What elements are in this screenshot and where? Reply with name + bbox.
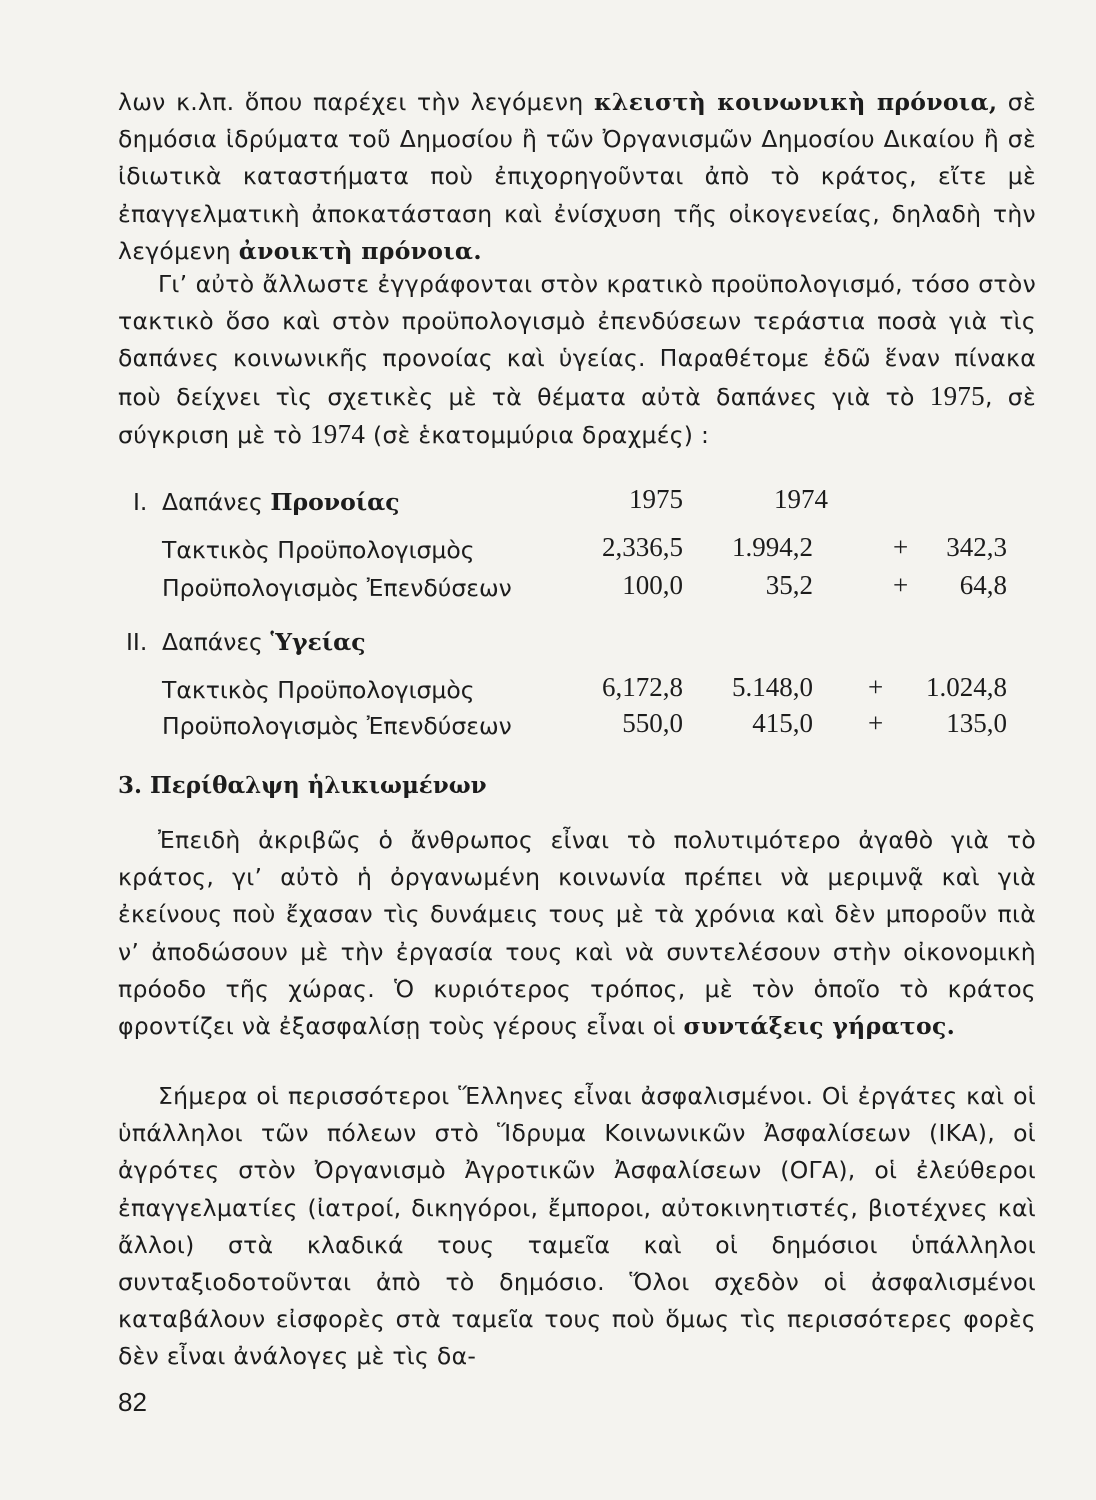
year-1975: 1975	[929, 380, 985, 411]
plus-sign: +	[868, 708, 884, 738]
column-header-1975: 1975	[629, 484, 683, 514]
paragraph-text: Γι’ αὐτὸ ἄλλωστε ἐγγράφονται στὸν κρατικὸ προϋπολογισμό, τόσο στὸν τακτικὸ ὅσο καὶ στὸν προϋπολογισμὸ ἐπενδύσεων τεράστια ποσὰ γιὰ τὶς δαπάνες κοινωνικῆς προνοίας καὶ ὑγείας. Παραθέτομε ἐδῶ ἕναν πίνακα ποὺ δείχνει τὶς σχετικὲς μὲ τὰ θέματα αὐτὰ δαπάνες γιὰ τὸ	[118, 270, 1036, 411]
table-cell-1974: 1.994,2	[732, 532, 813, 562]
year-1974: 1974	[310, 418, 366, 449]
section-1-roman: I.	[133, 488, 148, 516]
section-heading-elderly-care: 3. Περίθαλψη ἡλικιωμένων	[118, 772, 487, 799]
table-cell-1975: 2,336,5	[602, 532, 683, 562]
table-cell-1974: 415,0	[752, 708, 813, 738]
section-1-label-bold: Προνοίας	[270, 488, 400, 516]
table-cell-difference: 1.024,8	[926, 672, 1007, 702]
paragraph-insurance	[118, 1078, 1036, 1376]
plus-sign: +	[893, 570, 909, 600]
paragraph-text: Σήμερα οἱ περισσότεροι Ἕλληνες εἶναι ἀσφαλισμένοι. Οἱ ἐργάτες καὶ οἱ ὑπάλληλοι τῶν πόλεων στὸ Ἵδρυμα Κοινωνικῶν Ἀσφαλίσεων (ΙΚΑ), οἱ ἀγρότες στὸν Ὀργανισμὸ Ἀγροτικῶν Ἀσφαλίσεων (ΟΓΑ), οἱ ἐλεύθεροι ἐπαγγελματίες (ἰατροί, δικηγόροι, ἔμποροι, αὐτοκινητιστές, βιοτέχνες καὶ ἄλλοι) στὰ κλαδικά τους ταμεῖα καὶ οἱ δημόσιοι ὑπάλληλοι συνταξιοδοτοῦνται ἀπὸ τὸ δημόσιο. Ὅλοι σχεδὸν οἱ ἀσφαλισμένοι καταβάλουν εἰσφορὲς στὰ ταμεῖα τους ποὺ ὅμως τὶς περισσότερες φορὲς δὲν εἶναι ἀνάλογες μὲ τὶς δα-	[118, 1082, 1036, 1371]
table-row-label: Προϋπολογισμὸς Ἐπενδύσεων	[162, 712, 512, 740]
table-cell-1975: 100,0	[622, 570, 683, 600]
bold-term-closed-welfare: κλειστὴ κοινωνικὴ πρόνοια,	[594, 88, 998, 116]
paragraph-text: σὲ δημόσια ἱδρύματα τοῦ Δημοσίου ἢ τῶν Ὀργανισμῶν Δημοσίου Δικαίου ἢ σὲ ἰδιωτικὰ καταστήματα ποὺ ἐπιχορηγοῦνται ἀπὸ τὸ κράτος, εἴτε μὲ ἐπαγγελματικὴ ἀποκατάσταση καὶ ἐνίσχυση τῆς οἰκογενείας, δηλαδὴ τὴν λεγόμενη	[118, 88, 1036, 265]
section-1-title	[162, 488, 400, 516]
paragraph-budget	[118, 266, 1036, 454]
section-2-roman: II.	[126, 628, 148, 656]
table-row-label: Τακτικὸς Προϋπολογισμὸς	[162, 676, 475, 704]
plus-sign: +	[893, 532, 909, 562]
table-cell-1975: 550,0	[622, 708, 683, 738]
paragraph-text: , σὲ σύγκριση μὲ τὸ	[118, 382, 1036, 449]
page-number: 82	[118, 1387, 147, 1417]
table-row-label: Τακτικὸς Προϋπολογισμὸς	[162, 536, 475, 564]
plus-sign: +	[868, 672, 884, 702]
bold-term-pensions: συντάξεις γήρατος.	[683, 1012, 956, 1041]
paragraph-text: Ἐπειδὴ ἀκριβῶς ὁ ἄνθρωπος εἶναι τὸ πολυτιμότερο ἀγαθὸ γιὰ τὸ κράτος, γι’ αὐτὸ ἡ ὀργανωμένη κοινωνία πρέπει νὰ μεριμνᾷ καὶ γιὰ ἐκείνους ποὺ ἔχασαν τὶς δυνάμεις τους μὲ τὰ χρόνια καὶ δὲν μποροῦν πιὰ ν’ ἀποδώσουν μὲ τὴν ἐργασία τους καὶ νὰ συντελέσουν στὴν οἰκονομικὴ πρόοδο τῆς χώρας. Ὁ κυριότερος τρόπος, μὲ τὸν ὁποῖο τὸ κράτος φροντίζει νὰ ἐξασφαλίσῃ τοὺς γέρους εἶναι οἱ	[118, 826, 1036, 1041]
paragraph-welfare	[118, 84, 1036, 270]
table-cell-1974: 5.148,0	[732, 672, 813, 702]
table-cell-difference: 342,3	[946, 532, 1007, 562]
bold-term-open-welfare: ἀνοικτὴ πρόνοια.	[238, 236, 482, 265]
section-2-label: Δαπάνες	[162, 628, 271, 656]
paragraph-text: λων κ.λπ. ὅπου παρέχει τὴν λεγόμενη	[118, 88, 594, 116]
table-cell-1974: 35,2	[765, 570, 813, 600]
section-2-title	[162, 628, 366, 656]
table-cell-difference: 135,0	[946, 708, 1007, 738]
section-2-label-bold: Ὑγείας	[270, 628, 366, 656]
table-cell-1975: 6,172,8	[602, 672, 683, 702]
table-cell-difference: 64,8	[959, 570, 1007, 600]
paragraph-text: (σὲ ἑκατομμύρια δραχμές) :	[365, 420, 710, 449]
column-header-1974: 1974	[774, 484, 828, 514]
section-1-label: Δαπάνες	[162, 488, 271, 516]
table-row-label: Προϋπολογισμὸς Ἐπενδύσεων	[162, 574, 512, 602]
paragraph-elderly	[118, 822, 1036, 1045]
